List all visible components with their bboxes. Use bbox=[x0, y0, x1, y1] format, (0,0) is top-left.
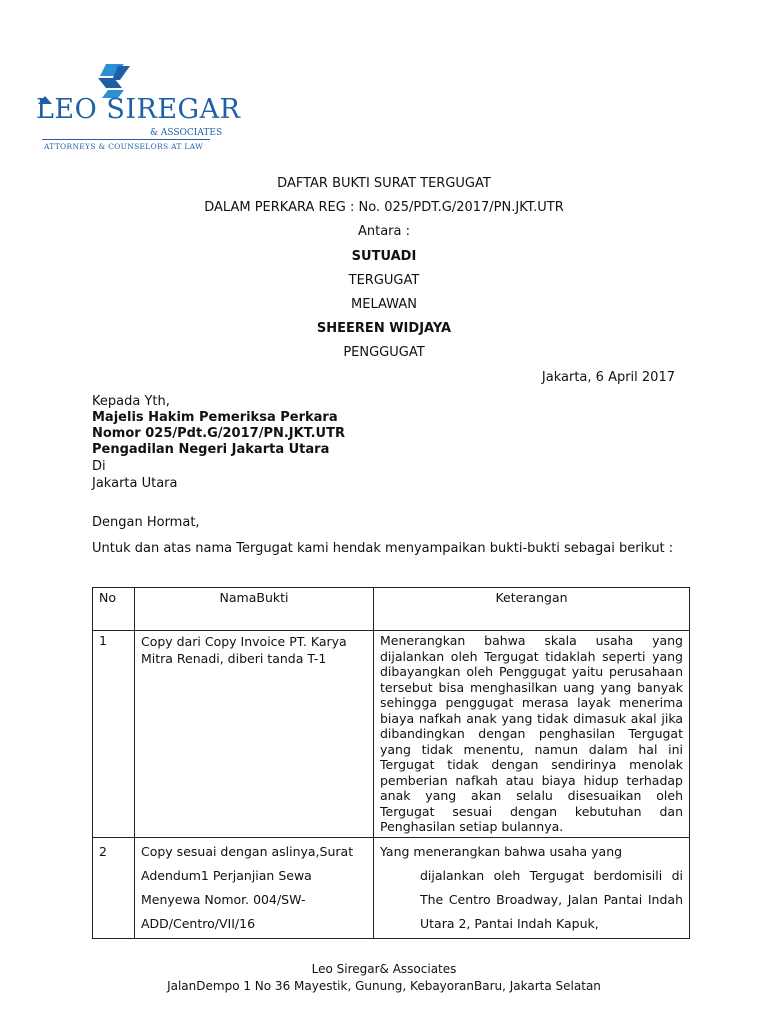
document-title: DAFTAR BUKTI SURAT TERGUGAT bbox=[277, 176, 491, 191]
row-nama-bukti: Copy sesuai dengan aslinya,Surat Adendum1 Perjanjian Sewa Menyewa Nomor. 004/SW-ADD/Centro/VII/16 bbox=[135, 837, 374, 938]
place-date: Jakarta, 6 April 2017 bbox=[541, 370, 675, 385]
table-header-row bbox=[93, 588, 690, 631]
row-keterangan: Menerangkan bahwa skala usaha yang dijalankan oleh Tergugat tidaklah seperti yang dibayangkan oleh Penggugat yaitu perusahaan tersebut bisa menghasilkan uang yang banyak sehingga penggugat merasa layak menerima biaya nafkah anak yang tidak dimasuk akal jika dibandingkan dengan penghasilan Tergugat yang tidak menentu, namun dalam hal ini Tergugat tidak dengan sendirinya menolak pemberian nafkah atau biaya hidup terhadap anak yang akan selalu disesuaikan oleh Tergugat sesuai dengan kebutuhan dan Penghasilan setiap bulannya. bbox=[374, 631, 690, 838]
footer-firm: Leo Siregar& Associates bbox=[311, 962, 457, 976]
party1-name: SUTUADI bbox=[351, 249, 417, 264]
header-nama-bukti: NamaBukti bbox=[135, 588, 374, 631]
table-row bbox=[93, 837, 690, 938]
party1-role: TERGUGAT bbox=[348, 273, 420, 288]
row-no: 2 bbox=[93, 837, 135, 938]
logo-tagline: ATTORNEYS & COUNSELORS AT LAW bbox=[44, 142, 204, 151]
di-label: Di bbox=[92, 459, 106, 474]
melawan-label: MELAWAN bbox=[351, 297, 417, 312]
firm-logo bbox=[36, 62, 241, 162]
logo-name: LEO SIREGAR bbox=[36, 94, 241, 125]
party2-role: PENGGUGAT bbox=[343, 345, 425, 360]
table-row bbox=[93, 631, 690, 838]
header-keterangan: Keterangan bbox=[374, 588, 690, 631]
row-keterangan bbox=[374, 837, 690, 938]
evidence-table bbox=[92, 587, 690, 939]
case-number: DALAM PERKARA REG : No. 025/PDT.G/2017/PN.JKT.UTR bbox=[204, 200, 564, 215]
row-keterangan-rest: dijalankan oleh Tergugat berdomisili di The Centro Broadway, Jalan Pantai Indah Utara 2, Pantai Indah Kapuk, bbox=[420, 867, 683, 931]
party2-name: SHEEREN WIDJAYA bbox=[316, 321, 452, 336]
footer-address: JalanDempo 1 No 36 Mayestik, Gunung, KebayoranBaru, Jakarta Selatan bbox=[167, 979, 601, 993]
recipient-city: Jakarta Utara bbox=[92, 476, 178, 491]
recipient-line-3: Pengadilan Negeri Jakarta Utara bbox=[92, 442, 330, 457]
kepada-label: Kepada Yth, bbox=[92, 394, 170, 409]
antara-label: Antara : bbox=[357, 224, 411, 239]
row-no: 1 bbox=[93, 631, 135, 838]
intro-text: Untuk dan atas nama Tergugat kami hendak menyampaikan bukti-bukti sebagai berikut : bbox=[92, 541, 674, 556]
row-nama-bukti: Copy dari Copy Invoice PT. Karya Mitra Renadi, diberi tanda T-1 bbox=[135, 631, 374, 838]
logo-associates: & ASSOCIATES bbox=[150, 128, 223, 138]
greeting: Dengan Hormat, bbox=[92, 515, 200, 530]
recipient-line-2: Nomor 025/Pdt.G/2017/PN.JKT.UTR bbox=[92, 426, 345, 441]
header-no: No bbox=[93, 588, 135, 631]
recipient-line-1: Majelis Hakim Pemeriksa Perkara bbox=[92, 410, 338, 425]
row-keterangan-first: Yang menerangkan bahwa usaha yang bbox=[380, 843, 623, 859]
logo-divider bbox=[42, 139, 210, 140]
